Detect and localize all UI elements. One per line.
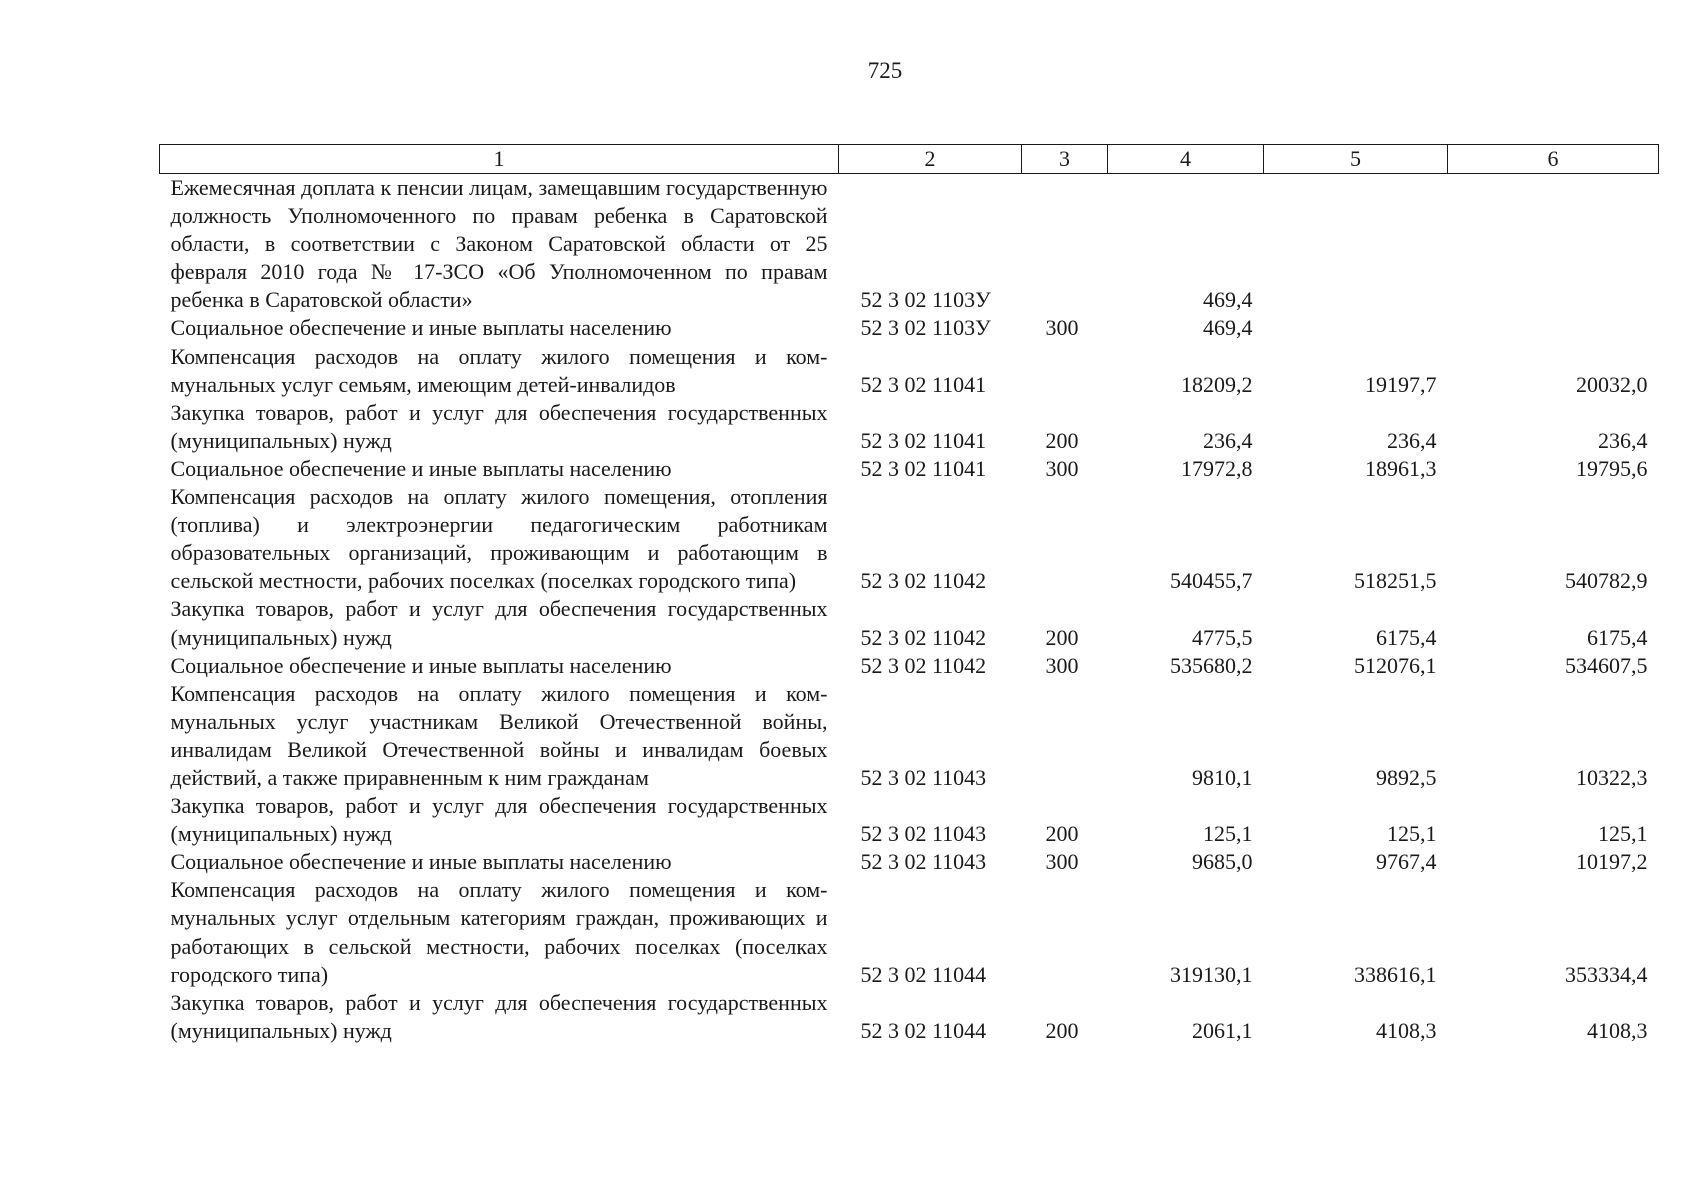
row-expense-type: 200 [1045,821,1079,847]
row-value-col5 [1264,174,1448,315]
column-header-2: 2 [839,145,1022,174]
table-row [160,848,1659,876]
row-code: 52 3 02 11043 [860,821,987,847]
row-name: Компенсация расходов на оплату жилого помещения и коммунальных услуг участникам Великой Отечественной войны, инвалидам Великой Отечественной войны и инвалидам боевых действий, а также приравненным к ним гражданам [170,680,828,790]
row-expense-type [1022,680,1108,792]
row-value-col5: 19197,7 [1365,371,1437,397]
row-expense-type [1022,343,1108,399]
row-expense-type: 300 [1045,455,1079,481]
row-value-col6 [1448,314,1659,342]
table-row [160,343,1659,399]
row-value-col5: 236,4 [1387,427,1437,453]
page-number: 725 [867,58,903,83]
row-value-col6: 540782,9 [1565,568,1648,594]
row-name: Закупка товаров, работ и услуг для обеспечения государственных (муниципальных) нужд [170,399,828,453]
row-code: 52 3 02 11043 [860,849,987,875]
row-code: 52 3 02 11042 [860,652,987,678]
table-row [160,455,1659,483]
row-expense-type: 200 [1045,1017,1079,1043]
table-row [160,399,1659,455]
row-code: 52 3 02 11043 [860,764,987,790]
row-value-col4: 535680,2 [1170,652,1253,678]
table-row [160,483,1659,595]
row-value-col4: 236,4 [1203,427,1253,453]
row-value-col6: 20032,0 [1576,371,1648,397]
row-value-col5: 338616,1 [1354,961,1437,987]
row-name: Социальное обеспечение и иные выплаты населению [170,652,672,678]
row-value-col6 [1448,174,1659,315]
row-expense-type [1022,876,1108,988]
row-name: Социальное обеспечение и иные выплаты населению [170,315,672,341]
row-value-col4: 469,4 [1203,315,1253,341]
row-value-col5: 125,1 [1387,821,1437,847]
row-name: Компенсация расходов на оплату жилого помещения, отопления (топлива) и электроэнергии педагогическим работникам образовательных организаций, проживающим и работающим в сельской местности, рабочих поселках (поселках городского типа) [170,484,828,594]
row-value-col6: 353334,4 [1565,961,1648,987]
row-value-col6: 125,1 [1598,821,1648,847]
row-code: 52 3 02 11042 [860,624,987,650]
row-value-col5: 9892,5 [1376,764,1437,790]
row-code: 52 3 02 1103У [860,287,991,313]
row-value-col5: 18961,3 [1365,455,1437,481]
row-name: Социальное обеспечение и иные выплаты населению [170,455,672,481]
row-name: Закупка товаров, работ и услуг для обеспечения государственных (муниципальных) нужд [170,793,828,847]
budget-table [159,144,1659,1045]
column-header-3: 3 [1022,145,1108,174]
row-value-col5: 518251,5 [1354,568,1437,594]
row-value-col5: 4108,3 [1376,1017,1437,1043]
row-value-col4: 2061,1 [1192,1017,1253,1043]
row-name: Компенсация расходов на оплату жилого помещения и коммунальных услуг отдельным категориям граждан, проживающих и работающих в сельской местности, рабочих поселках (поселках городского типа) [170,877,828,987]
column-header-4: 4 [1108,145,1264,174]
row-value-col4: 319130,1 [1170,961,1253,987]
row-value-col6: 4108,3 [1587,1017,1648,1043]
row-expense-type: 300 [1045,849,1079,875]
row-name: Закупка товаров, работ и услуг для обеспечения государственных (муниципальных) нужд [170,596,828,650]
row-expense-type [1022,483,1108,595]
row-value-col5: 9767,4 [1376,849,1437,875]
row-value-col6: 10322,3 [1576,764,1648,790]
row-value-col4: 18209,2 [1181,371,1253,397]
row-name: Закупка товаров, работ и услуг для обеспечения государственных (муниципальных) нужд [170,989,828,1043]
row-code: 52 3 02 11041 [860,455,987,481]
header-row [160,145,1659,174]
row-value-col5 [1264,314,1448,342]
row-value-col6: 534607,5 [1565,652,1648,678]
row-value-col4: 469,4 [1203,287,1253,313]
table-row [160,876,1659,988]
row-code: 52 3 02 11044 [860,1017,987,1043]
row-name: Социальное обеспечение и иные выплаты населению [170,849,672,875]
table-header [160,145,1659,174]
row-code: 52 3 02 11041 [860,427,987,453]
table-row [160,314,1659,342]
row-code: 52 3 02 1103У [860,315,991,341]
table-row [160,792,1659,848]
row-name: Ежемесячная доплата к пенсии лицам, замещавшим государственную должность Уполномоченного по правам ребенка в Саратовской области, в соответствии с Законом Саратовской области от 25 февраля 2010 года № 17-ЗСО «Об Уполномоченном по правам ребенка в Саратовской области» [170,175,828,313]
table-row [160,652,1659,680]
column-header-5: 5 [1264,145,1448,174]
row-code: 52 3 02 11042 [860,568,987,594]
row-value-col4: 9810,1 [1192,764,1253,790]
row-expense-type: 200 [1045,427,1079,453]
column-header-1: 1 [160,145,839,174]
row-expense-type [1022,174,1108,315]
row-value-col4: 540455,7 [1170,568,1253,594]
row-value-col5: 6175,4 [1376,624,1437,650]
row-expense-type: 300 [1045,315,1079,341]
row-value-col6: 236,4 [1598,427,1648,453]
row-value-col4: 17972,8 [1181,455,1253,481]
table-row [160,680,1659,792]
table-row [160,989,1659,1045]
row-expense-type: 200 [1045,624,1079,650]
row-value-col6: 10197,2 [1576,849,1648,875]
row-value-col4: 4775,5 [1192,624,1253,650]
row-value-col4: 9685,0 [1192,849,1253,875]
column-header-6: 6 [1448,145,1659,174]
row-value-col4: 125,1 [1203,821,1253,847]
row-code: 52 3 02 11041 [860,371,987,397]
row-value-col5: 512076,1 [1354,652,1437,678]
table-row [160,174,1659,315]
row-expense-type: 300 [1045,652,1079,678]
table-row [160,595,1659,651]
row-name: Компенсация расходов на оплату жилого помещения и коммунальных услуг семьям, имеющим детей-инвалидов [170,343,828,397]
row-code: 52 3 02 11044 [860,961,987,987]
row-value-col6: 19795,6 [1576,455,1648,481]
row-value-col6: 6175,4 [1587,624,1648,650]
table-body [160,174,1659,1045]
